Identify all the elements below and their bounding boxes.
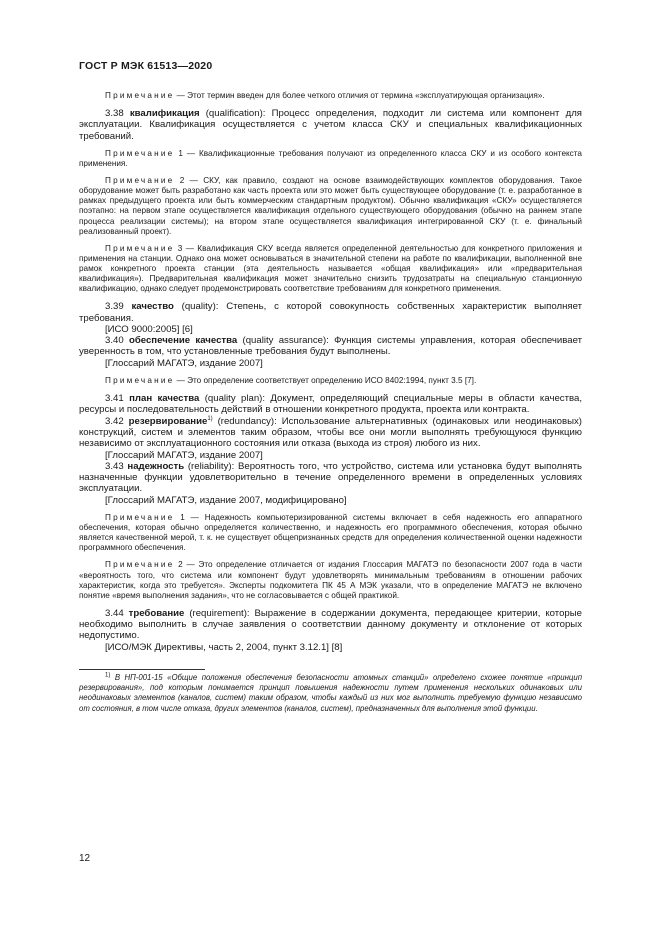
note bbox=[79, 91, 582, 101]
note bbox=[79, 376, 582, 386]
note-label: Примечание bbox=[105, 560, 175, 570]
note-label: Примечание bbox=[105, 375, 175, 385]
document-header: ГОСТ Р МЭК 61513—2020 bbox=[79, 60, 213, 72]
term-text: (quality plan): Документ, определяющий специальные меры в области качества, ресурсы и последовательность действий в отношении конкретного продукта, проекта или контракта. bbox=[79, 393, 582, 416]
term-title: план качества bbox=[129, 393, 200, 405]
term-number: 3.40 bbox=[105, 335, 124, 347]
source-reference: [Глоссарий МАГАТЭ, издание 2007] bbox=[105, 449, 263, 461]
note bbox=[79, 149, 582, 169]
footnote-ref: 1) bbox=[207, 415, 213, 422]
note-number: 2 bbox=[178, 560, 183, 570]
term-text: (reliability): Вероятность того, что устройство, система или установка будут выполнять назначенные функции удовлетворительно в течение определенного времени в определенных условиях эксплуатации. bbox=[79, 460, 582, 495]
note-number: 1 bbox=[180, 513, 185, 523]
note bbox=[79, 244, 582, 294]
note-number: 2 bbox=[179, 176, 185, 186]
term-number: 3.41 bbox=[105, 393, 124, 405]
term-number: 3.39 bbox=[105, 301, 124, 313]
page-body bbox=[79, 91, 582, 714]
term-text: (quality assurance): Функция системы управления, которая обеспечивает уверенность в том, что установленные требования будут выполнены. bbox=[79, 335, 583, 358]
term-title: требование bbox=[128, 607, 185, 619]
note-label: Примечание bbox=[105, 148, 175, 158]
term-title: качество bbox=[131, 301, 174, 313]
note bbox=[79, 513, 582, 553]
source-reference: [Глоссарий МАГАТЭ, издание 2007] bbox=[105, 357, 263, 369]
term-definition bbox=[79, 108, 582, 142]
note-number: 3 bbox=[177, 243, 183, 253]
note-text: — СКУ, как правило, создают на основе взаимодействующих комплектов оборудования. Такое оборудование может быть разработано как часть проекта или это может быть существующее оборудование (т. е. разработанное в рамках предыдущего проекта или быть коммерческим стандартным продуктом). Обычно квалификация «СКУ» осуществляется поэтапно: на первом этапе осуществляется квалификация отдельного существующего оборудования (обычно на раннем этапе процесса реализации системы); на втором этапе осуществляется квалификация интегрированной СКУ (т. е. финальный реализованный проект). bbox=[79, 176, 582, 236]
note-label: Примечание bbox=[105, 176, 175, 186]
source-reference: [ИСО/МЭК Директивы, часть 2, 2004, пункт 3.12.1] [8] bbox=[105, 641, 343, 653]
note-number: 1 bbox=[178, 148, 183, 158]
note-label: Примечание bbox=[105, 243, 175, 253]
note-label: Примечание bbox=[105, 513, 175, 523]
term-title: надежность bbox=[127, 460, 185, 472]
note-text: — Квалификация СКУ всегда является определенной деятельностью для конкретного приложения и применения на станции. Однако она может основываться в значительной степени на работе по квалификации, выполненной вне рамок конкретного проекта станции (эта деятельность называется «общая квалификация» или «предварительная квалификация»). Предварительная квалификация может значительно снизить трудозатраты на специальную станционную квалификацию, однако следует продемонстрировать соответствие требованиям для конкретного применения. bbox=[79, 243, 582, 294]
term-definition bbox=[79, 335, 582, 358]
term-number: 3.42 bbox=[105, 415, 124, 427]
footnote bbox=[79, 673, 582, 714]
note bbox=[79, 560, 582, 600]
note-text: — Квалификационные требования получают из определенного класса СКУ и из особого контекста применения. bbox=[79, 148, 582, 169]
note-text: — Этот термин введен для более четкого отличия от термина «эксплуатирующая организация». bbox=[174, 91, 545, 100]
term-number: 3.43 bbox=[105, 460, 124, 472]
term-title: квалификация bbox=[129, 108, 200, 120]
term-definition bbox=[79, 393, 582, 416]
note-label: Примечание bbox=[105, 91, 175, 100]
term-title: обеспечение качества bbox=[128, 335, 238, 347]
page-number: 12 bbox=[79, 853, 91, 864]
term-definition bbox=[79, 301, 582, 324]
term-title: резервирование bbox=[128, 415, 208, 427]
note-text: — Это определение соответствует определению ИСО 8402:1994, пункт 3.5 [7]. bbox=[174, 375, 477, 385]
footnote-text: В НП-001-15 «Общие положения обеспечения безопасности атомных станций» определено схожее понятие «принцип резервирования», под которым понимается принцип повышения надежности путем применения нескольких одинаковых или неодинаковых элементов (каналов, систем) таким образом, чтобы каждый из них мог выполнить требуемую функцию независимо от состояния, в том числе отказа, других элементов (каналов, систем), предназначенных для выполнения этой функции. bbox=[79, 672, 582, 713]
term-definition bbox=[79, 461, 582, 495]
term-text: (requirement): Выражение в содержании документа, передающее критерии, которые необходимо выполнить в случае заявления о соответствии данному документу и отклонение от которых недопустимо. bbox=[79, 607, 582, 642]
term-text: (redundancy): Использование альтернативных (одинаковых или неодинаковых) конструкций, систем и элементов таким образом, чтобы все они могли выполнять требующуюся функцию независимо от эксплуатационного состояния или отказа (выхода из строя) любого из них. bbox=[79, 415, 582, 450]
term-definition bbox=[79, 608, 582, 642]
term-text: (qualification): Процесс определения, подходит ли система или компонент для эксплуатации. Квалификация осуществляется с учетом класса СКУ и специальных квалификационных требований. bbox=[79, 108, 582, 142]
term-definition bbox=[79, 416, 582, 450]
note bbox=[79, 176, 582, 237]
term-number: 3.38 bbox=[105, 108, 124, 120]
footnote-mark: 1) bbox=[105, 672, 111, 679]
source-reference: [ИСО 9000:2005] [6] bbox=[105, 323, 193, 335]
note-text: — Надежность компьютеризированной системы включает в себя надежность его аппаратного обеспечения, которая обычно определяется количественно, и надежность его программного обеспечения, которая обычно является качественной мерой, т. к. не существует общепризнанных средств для определения количественной оценки надежности программного обеспечения. bbox=[79, 513, 582, 553]
source-reference: [Глоссарий МАГАТЭ, издание 2007, модифицировано] bbox=[105, 494, 347, 506]
term-number: 3.44 bbox=[105, 607, 124, 619]
note-text: — Это определение отличается от издания Глоссария МАГАТЭ по безопасности 2007 года в части «вероятность того, что система или компонент будут удовлетворять минимальным требованиям в отношении рабочих характеристик, когда это требуется». Эксперты подкомитета ПК 45 А МЭК указали, что в определение МАГАТЭ не включено понятие «время выполнения задания», что не согласовывается с общей практикой. bbox=[79, 560, 582, 600]
footnote-separator bbox=[79, 669, 205, 670]
term-text: (quality): Степень, с которой совокупность собственных характеристик выполняет требования. bbox=[79, 301, 582, 324]
